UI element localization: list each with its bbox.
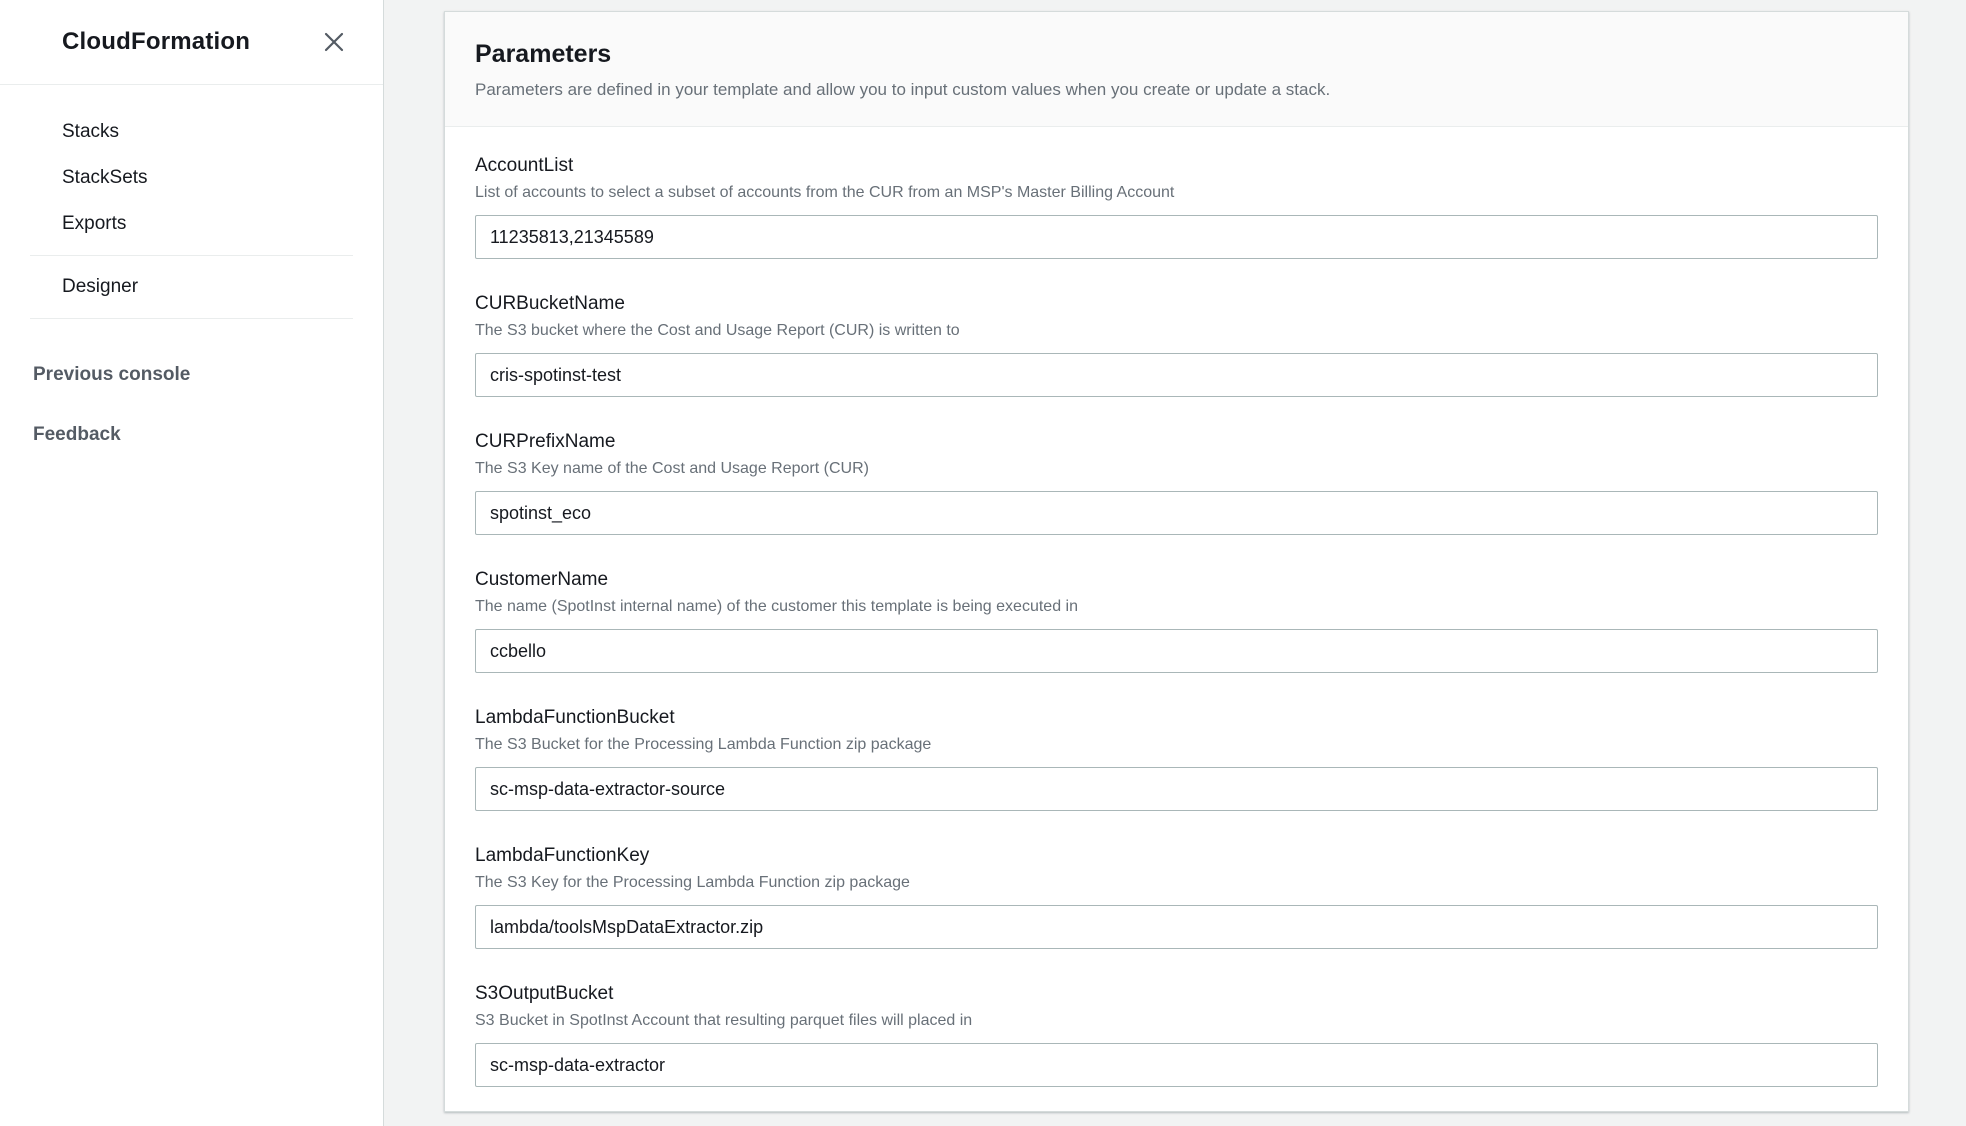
parameter-description: S3 Bucket in SpotInst Account that resulting parquet files will placed in [475,1012,973,1029]
sidebar-item-feedback[interactable]: Feedback [33,424,121,445]
sidebar-nav [0,85,383,465]
parameter-description: The name (SpotInst internal name) of the customer this template is being executed in [475,598,1078,615]
sidebar-title: CloudFormation [62,28,251,55]
parameter-field-curbucketname [475,291,1878,397]
parameter-field-s3outputbucket [475,981,1878,1087]
parameter-description: The S3 bucket where the Cost and Usage Report (CUR) is written to [475,322,960,339]
parameter-label: LambdaFunctionBucket [475,707,675,728]
sidebar-header [0,0,383,85]
parameter-label: CustomerName [475,569,609,590]
parameter-input-s3outputbucket[interactable] [475,1043,1878,1087]
parameter-input-accountlist[interactable] [475,215,1878,259]
parameter-field-customername [475,567,1878,673]
sidebar-item-stacksets[interactable]: StackSets [62,167,148,188]
parameters-panel-header [445,12,1908,127]
sidebar-footer [0,345,383,465]
parameter-input-curbucketname[interactable] [475,353,1878,397]
parameter-description: List of accounts to select a subset of accounts from the CUR from an MSP's Master Billing Account [475,184,1175,201]
panel-description: Parameters are defined in your template and allow you to input custom values when you create or update a stack. [475,80,1331,99]
sidebar-divider [30,255,353,256]
sidebar-divider [30,318,353,319]
parameter-input-customername[interactable] [475,629,1878,673]
sidebar [0,0,384,1126]
parameter-label: CURBucketName [475,293,625,314]
parameter-input-curprefixname[interactable] [475,491,1878,535]
parameter-description: The S3 Key for the Processing Lambda Function zip package [475,874,910,891]
parameter-label: LambdaFunctionKey [475,845,650,866]
parameter-field-lambdafunctionbucket [475,705,1878,811]
close-icon-glyph [323,31,345,53]
parameter-input-lambdafunctionkey[interactable] [475,905,1878,949]
parameter-description: The S3 Bucket for the Processing Lambda Function zip package [475,736,932,753]
parameter-label: CURPrefixName [475,431,616,452]
parameter-field-accountlist [475,153,1878,259]
sidebar-item-previous-console[interactable]: Previous console [33,364,191,385]
panel-title: Parameters [475,40,612,68]
parameter-field-lambdafunctionkey [475,843,1878,949]
parameters-form [445,127,1908,1111]
sidebar-item-exports[interactable]: Exports [62,213,127,234]
parameters-panel [444,11,1909,1112]
parameter-input-lambdafunctionbucket[interactable] [475,767,1878,811]
parameter-label: AccountList [475,155,574,176]
close-icon[interactable] [319,27,349,57]
parameter-description: The S3 Key name of the Cost and Usage Report (CUR) [475,460,869,477]
main-content [385,0,1966,1126]
sidebar-item-designer[interactable]: Designer [62,276,139,297]
parameter-field-curprefixname [475,429,1878,535]
sidebar-item-stacks[interactable]: Stacks [62,121,120,142]
parameter-label: S3OutputBucket [475,983,614,1004]
